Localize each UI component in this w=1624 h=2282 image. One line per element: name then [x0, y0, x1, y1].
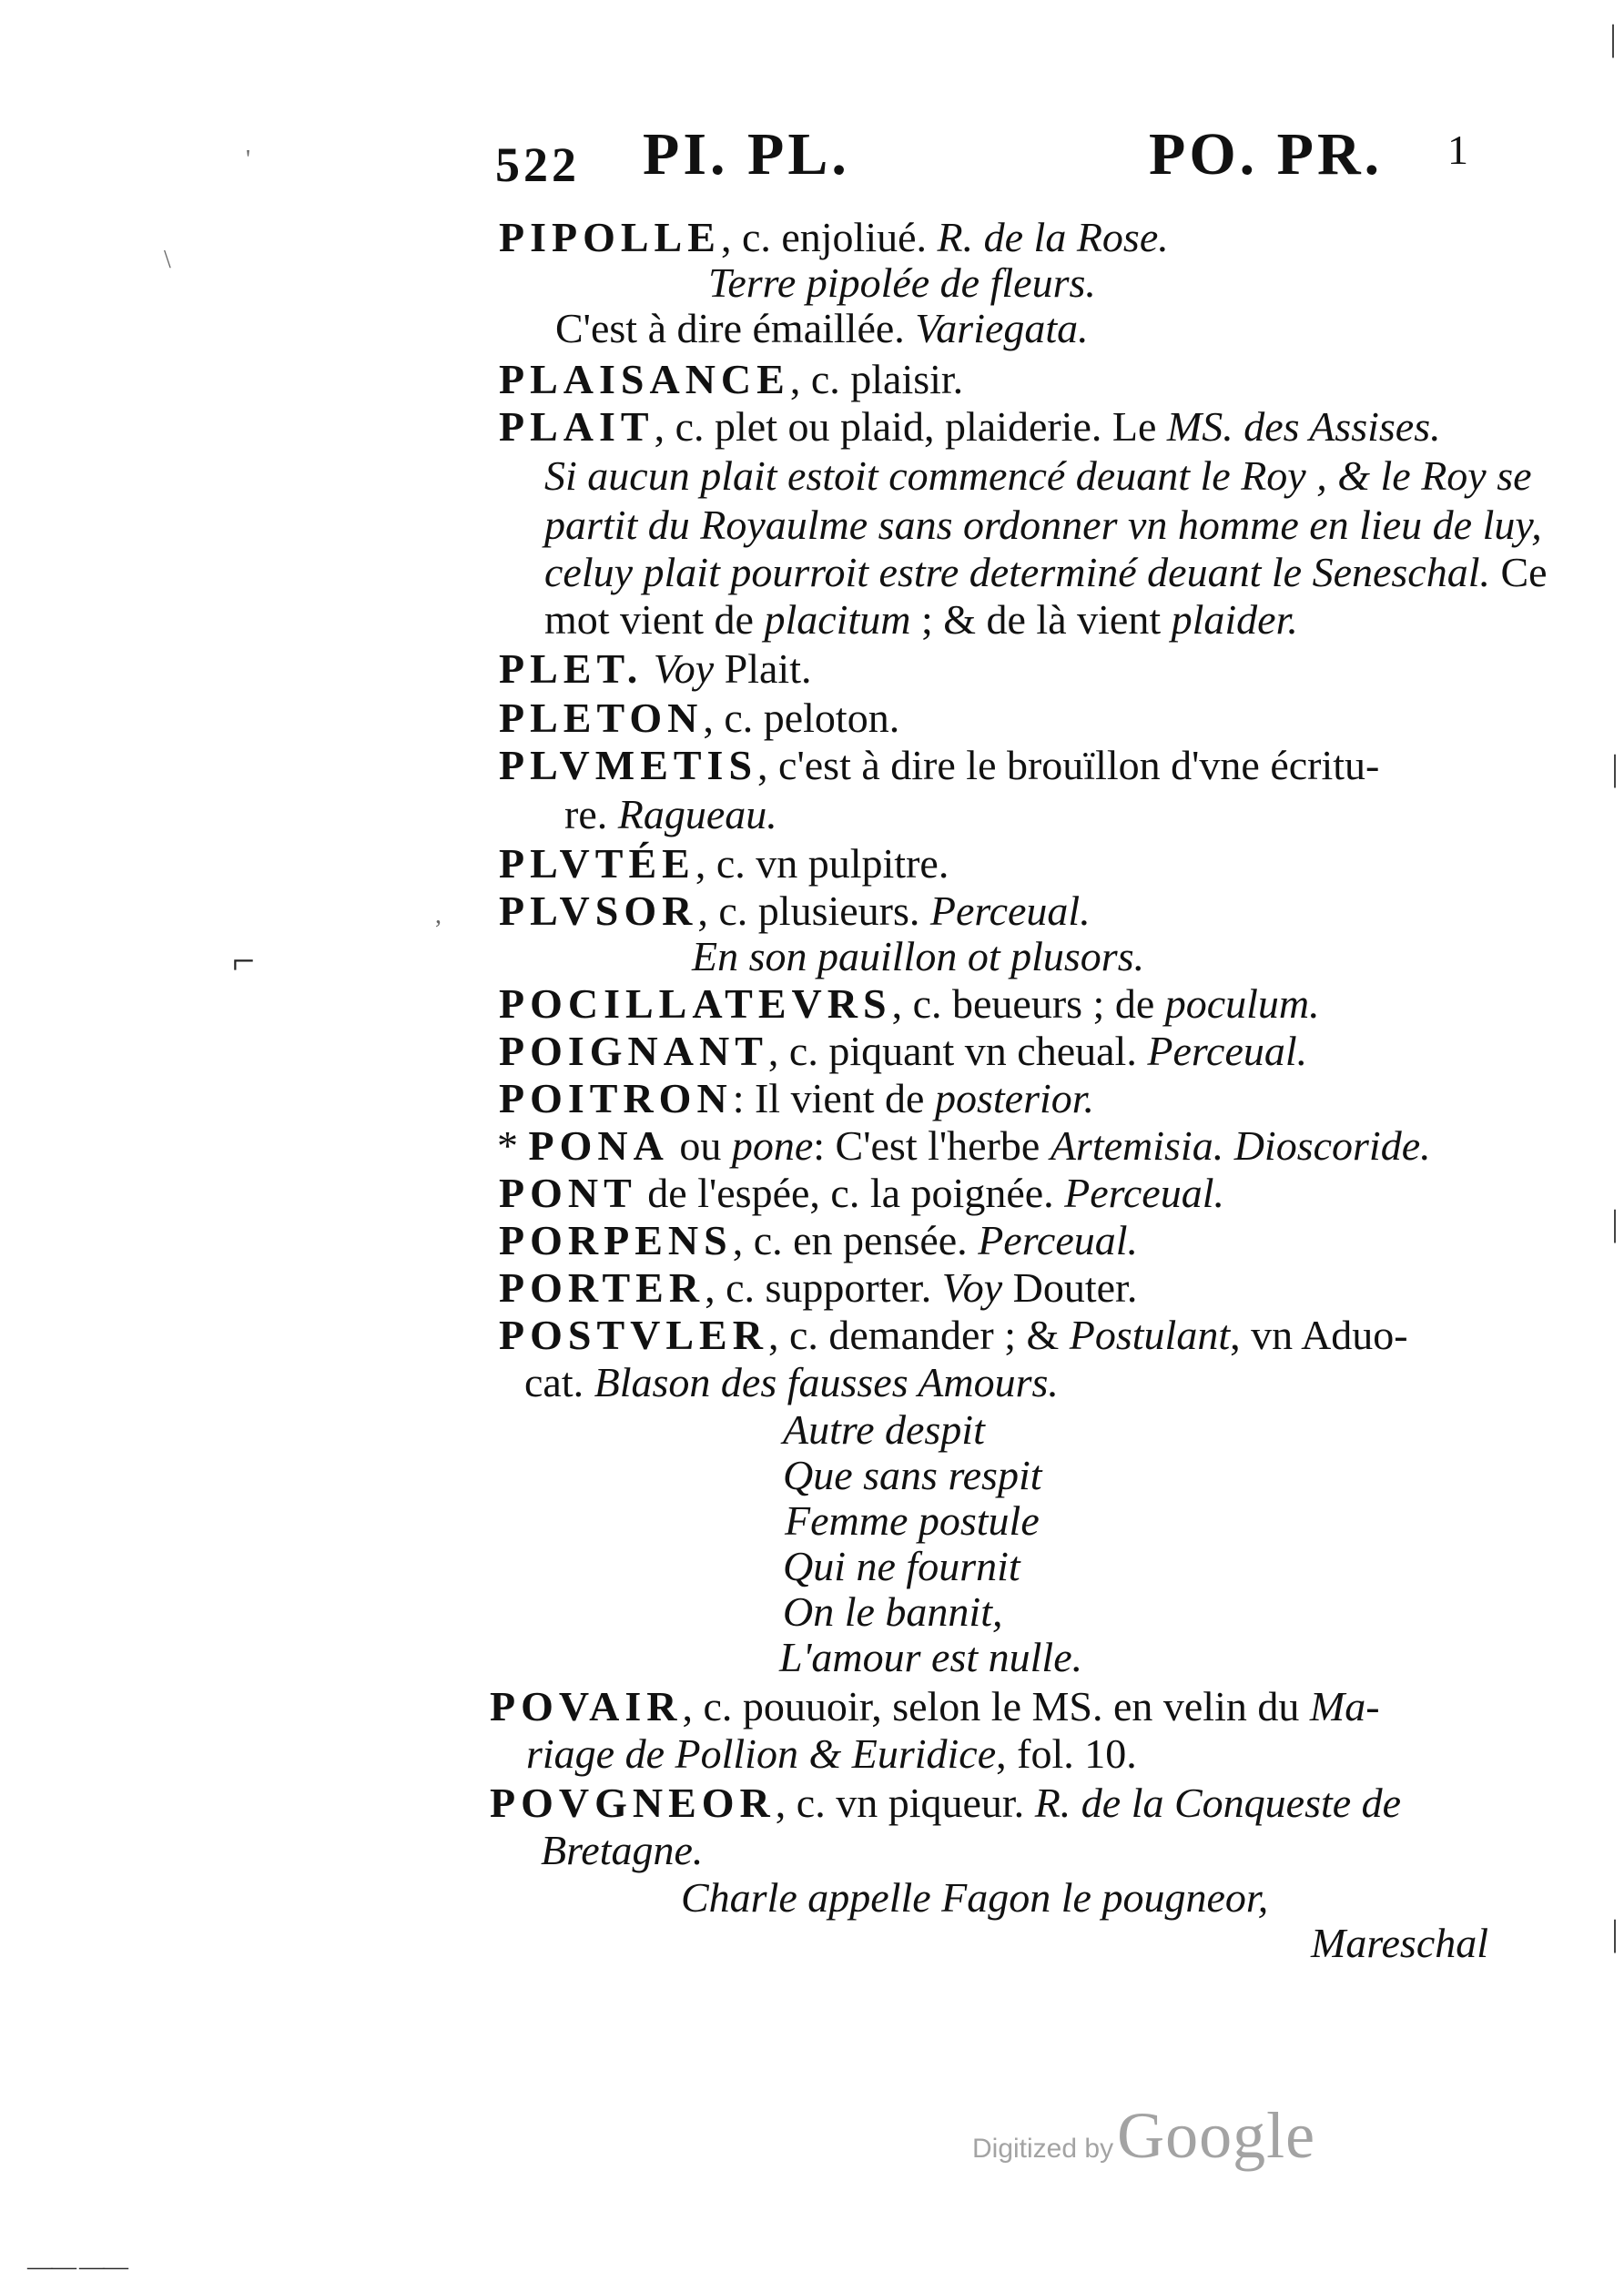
headword: PLVSOR: [499, 887, 698, 934]
page-number: 522: [495, 137, 580, 192]
ink-speck: ⌐: [232, 938, 255, 983]
source: Artemisia. Dioscoride.: [1050, 1122, 1431, 1169]
gloss: , c'est à dire le brouïllon d'vne écritu-: [757, 742, 1380, 788]
source: Perceual.: [1147, 1028, 1308, 1074]
entry-plait: [499, 403, 1441, 450]
cross-ref: Plait.: [724, 645, 812, 692]
quotation-line: celuy plait pourroit estre determiné deuant le Seneschal. Ce: [544, 549, 1548, 595]
entry-continuation: cat. Blason des fausses Amours.: [524, 1359, 1059, 1405]
page-edge: |: [1609, 17, 1618, 58]
gloss: , c. vn pulpitre.: [695, 840, 949, 887]
headword: PLVTÉE: [499, 840, 695, 887]
asterisk-mark: *: [497, 1122, 518, 1169]
page-edge: —— ——: [27, 2253, 127, 2281]
quotation: Charle appelle Fagon le pougneor,: [681, 1874, 1269, 1921]
work-title: riage de Pollion & Euridice: [526, 1730, 997, 1777]
etymology: mot vient de placitum ; & de là vient plaider.: [544, 596, 1298, 643]
headword: POSTVLER: [499, 1312, 768, 1358]
cross-ref-label: Voy: [653, 645, 715, 692]
headword: POITRON: [499, 1075, 733, 1121]
catchword: Mareschal: [1311, 1920, 1489, 1966]
ink-speck: ,: [435, 901, 442, 929]
entry-porter: [499, 1264, 1138, 1311]
entry-poignant: [499, 1030, 1307, 1072]
google-logo: Google: [1117, 2099, 1316, 2172]
running-head-left: PI. PL.: [643, 121, 850, 188]
entry-plet: [499, 645, 812, 692]
source: Perceual.: [978, 1217, 1139, 1263]
headword: PORTER: [499, 1264, 705, 1311]
verse-line: L'amour est nulle.: [779, 1634, 1083, 1680]
cross-ref: Douter.: [1012, 1264, 1138, 1311]
cross-ref-label: Voy: [941, 1264, 1003, 1311]
headword: POCILLATEVRS: [499, 980, 892, 1027]
page-edge: |: [1611, 747, 1619, 788]
entry-pougneor: [490, 1782, 1401, 1824]
gloss: , c. demander ; &: [767, 1312, 1060, 1358]
entry-plaisance: [499, 356, 964, 402]
quotation: Terre pipolée de fleurs.: [708, 259, 1096, 306]
source: R. de la Rose.: [937, 214, 1169, 260]
entry-plutee: [499, 840, 949, 887]
verse-line: Autre despit: [783, 1406, 985, 1453]
entry-pona: * PONA ou pone: C'est l'herbe Artemisia. Dioscoride.: [497, 1122, 1431, 1169]
quire-mark: 1: [1447, 127, 1468, 173]
quotation-line: Si aucun plait estoit commencé deuant le Roy , & le Roy se: [544, 452, 1532, 499]
gloss: , c. enjoliué.: [720, 214, 928, 260]
headword: PORPENS: [499, 1217, 733, 1263]
headword: PLETON: [499, 695, 704, 741]
verse-line: Femme postule: [785, 1497, 1040, 1544]
ink-speck: ': [246, 146, 251, 174]
source: MS. des Assises.: [1166, 403, 1441, 450]
explanation: [555, 305, 1089, 351]
entry-povair: POVAIR, c. pouuoir, selon le MS. en velin du Ma-: [490, 1683, 1380, 1729]
entry-pocillateurs: [499, 980, 1320, 1027]
entry-postuler: POSTVLER, c. demander ; & Postulant, vn Aduo-: [499, 1312, 1408, 1358]
headword: PONA: [528, 1122, 669, 1169]
digitized-watermark: [972, 2098, 1315, 2174]
gloss: , c. plusieurs.: [697, 887, 920, 934]
gloss: , c. peloton.: [703, 695, 900, 741]
gloss: , c. plet ou plaid, plaiderie. Le: [654, 403, 1157, 450]
verse-line: On le bannit,: [783, 1588, 1003, 1635]
folio: , fol. 10.: [996, 1730, 1137, 1777]
gloss: , c. supporter.: [705, 1264, 932, 1311]
entry-continuation: re. Ragueau.: [564, 791, 777, 837]
quotation-line: partit du Royaulme sans ordonner vn homme en lieu de luy,: [544, 502, 1542, 548]
page-edge: |: [1611, 1202, 1619, 1243]
latin-term: posterior.: [934, 1075, 1095, 1121]
entry-plusor: [499, 887, 1091, 934]
quotation: En son pauillon ot plusors.: [692, 933, 1145, 979]
headword: POVGNEOR: [490, 1780, 776, 1826]
entry-continuation: [526, 1730, 1137, 1777]
source: Blason des fausses Amours.: [594, 1359, 1059, 1405]
source: Perceual.: [929, 887, 1091, 934]
explanation-text: C'est à dire émaillée.: [555, 305, 905, 351]
source: Ragueau.: [617, 791, 777, 837]
gloss: de l'espée, c. la poignée.: [647, 1170, 1054, 1216]
entry-pont: [499, 1172, 1224, 1214]
gloss: , c. beueurs ; de: [891, 980, 1155, 1027]
entry-poitron: [499, 1075, 1095, 1121]
gloss: : Il vient de: [732, 1075, 925, 1121]
headword: PIPOLLE: [499, 214, 721, 260]
headword: POVAIR: [490, 1683, 683, 1729]
verse-line: Que sans respit: [783, 1452, 1042, 1498]
entry-pleton: [499, 697, 899, 739]
entry-porpens: [499, 1217, 1139, 1263]
page-edge: |: [1611, 1912, 1619, 1953]
gloss: , c. piquant vn cheual.: [767, 1028, 1137, 1074]
source: Perceual.: [1064, 1170, 1224, 1216]
gloss: , c. en pensée.: [732, 1217, 968, 1263]
gloss: , c. plaisir.: [789, 356, 964, 402]
gloss: , c. vn piqueur.: [775, 1780, 1025, 1826]
entry-pipolle: [499, 214, 1169, 260]
latin-term: Variegata.: [915, 305, 1089, 351]
source: R. de la Conqueste de: [1034, 1780, 1402, 1826]
entry-continuation: Bretagne.: [541, 1827, 704, 1873]
latin-term: poculum.: [1164, 980, 1320, 1027]
headword: PLET.: [499, 645, 644, 692]
headword: PONT: [499, 1170, 637, 1216]
headword: POIGNANT: [499, 1028, 768, 1074]
digitized-label: Digitized by: [972, 2134, 1114, 2164]
headword: PLAIT: [499, 403, 655, 450]
verse-line: Qui ne fournit: [783, 1543, 1020, 1589]
gloss: , c. pouuoir, selon le MS. en velin du: [682, 1683, 1300, 1729]
ink-speck: \: [164, 246, 171, 274]
entry-plumetis: [499, 742, 1380, 788]
headword: PLVMETIS: [499, 742, 758, 788]
headword: PLAISANCE: [499, 356, 790, 402]
running-head-right: PO. PR.: [1149, 121, 1384, 188]
